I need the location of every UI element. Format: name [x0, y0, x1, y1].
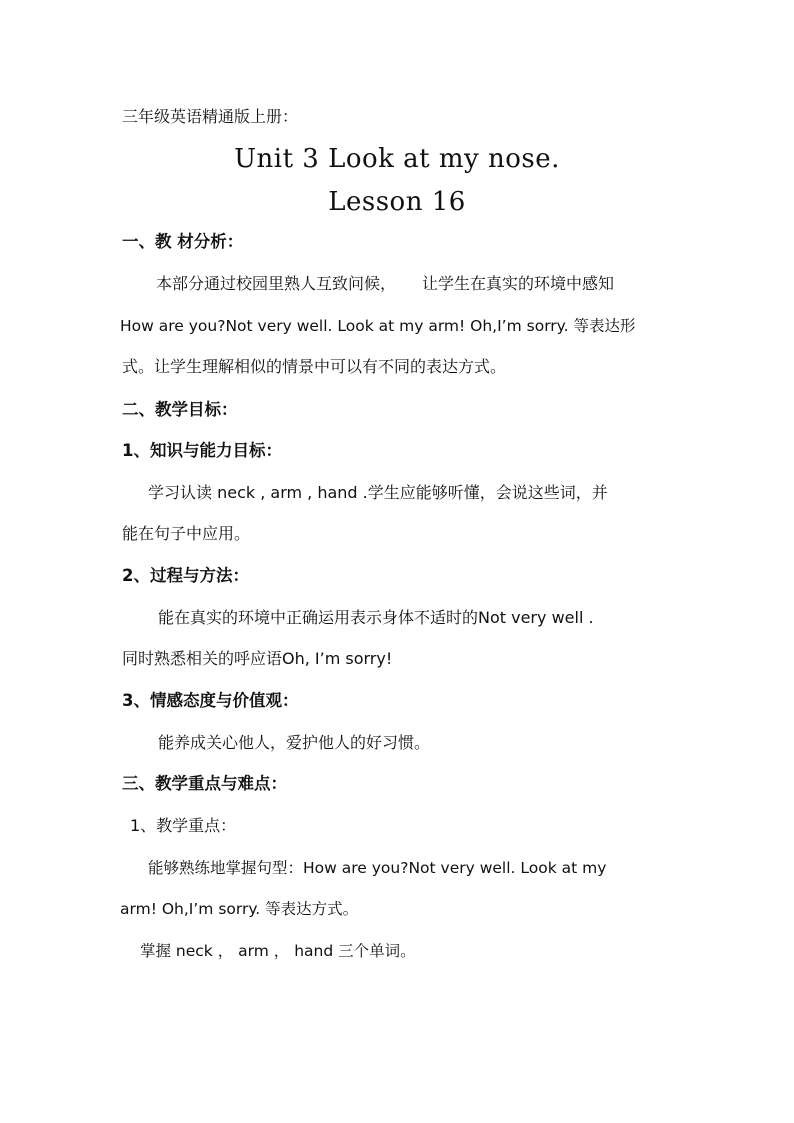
section2-sub2-line2: 同时熟悉相关的呼应语Oh, I’m sorry!: [122, 649, 393, 668]
subject-line: 三年级英语精通版上册：: [122, 107, 299, 126]
section1-paragraph-line1: [156, 273, 614, 295]
section2-sub1-line1: 学习认读 neck , arm , hand .学生应能够听懂，会说这些词，并: [148, 483, 608, 502]
section1-paragraph-line2: How are you?Not very well. Look at my arm! Oh,I’m sorry. 等表达形: [120, 317, 636, 335]
section1-paragraph-line1-part-b: 让学生在真实的环境中感知: [422, 274, 615, 293]
section1-heading: 一、教 材分析：: [122, 232, 244, 251]
section3-sub1-line1: 能够熟练地掌握句型：How are you?Not very well. Look at my: [148, 859, 607, 877]
lesson-title: Lesson 16: [328, 187, 466, 217]
section1-paragraph-line3: 式。让学生理解相似的情景中可以有不同的表达方式。: [122, 357, 507, 376]
section3-heading: 三、教学重点与难点：: [122, 774, 287, 793]
section2-sub1-line2: 能在句子中应用。: [122, 524, 251, 543]
section2-sub2-line1: 能在真实的环境中正确运用表示身体不适时的Not very well .: [158, 608, 594, 627]
section2-sub1-heading: 1、知识与能力目标：: [122, 441, 282, 460]
section1-paragraph-line1-part-a: 本部分通过校园里熟人互致问候，: [156, 274, 397, 293]
section3-sub1-line3: 掌握 neck ， arm ， hand 三个单词。: [140, 942, 416, 960]
section2-heading: 二、教学目标：: [122, 400, 238, 419]
section2-sub3-line1: 能养成关心他人，爱护他人的好习惯。: [158, 733, 431, 752]
section3-sub1-heading: 1、教学重点：: [130, 816, 237, 835]
section2-sub3-heading: 3、情感态度与价值观：: [122, 691, 299, 710]
section3-sub1-line2: arm! Oh,I’m sorry. 等表达方式。: [120, 900, 359, 918]
section2-sub2-heading: 2、过程与方法：: [122, 566, 249, 585]
unit-title: Unit 3 Look at my nose.: [234, 144, 560, 174]
